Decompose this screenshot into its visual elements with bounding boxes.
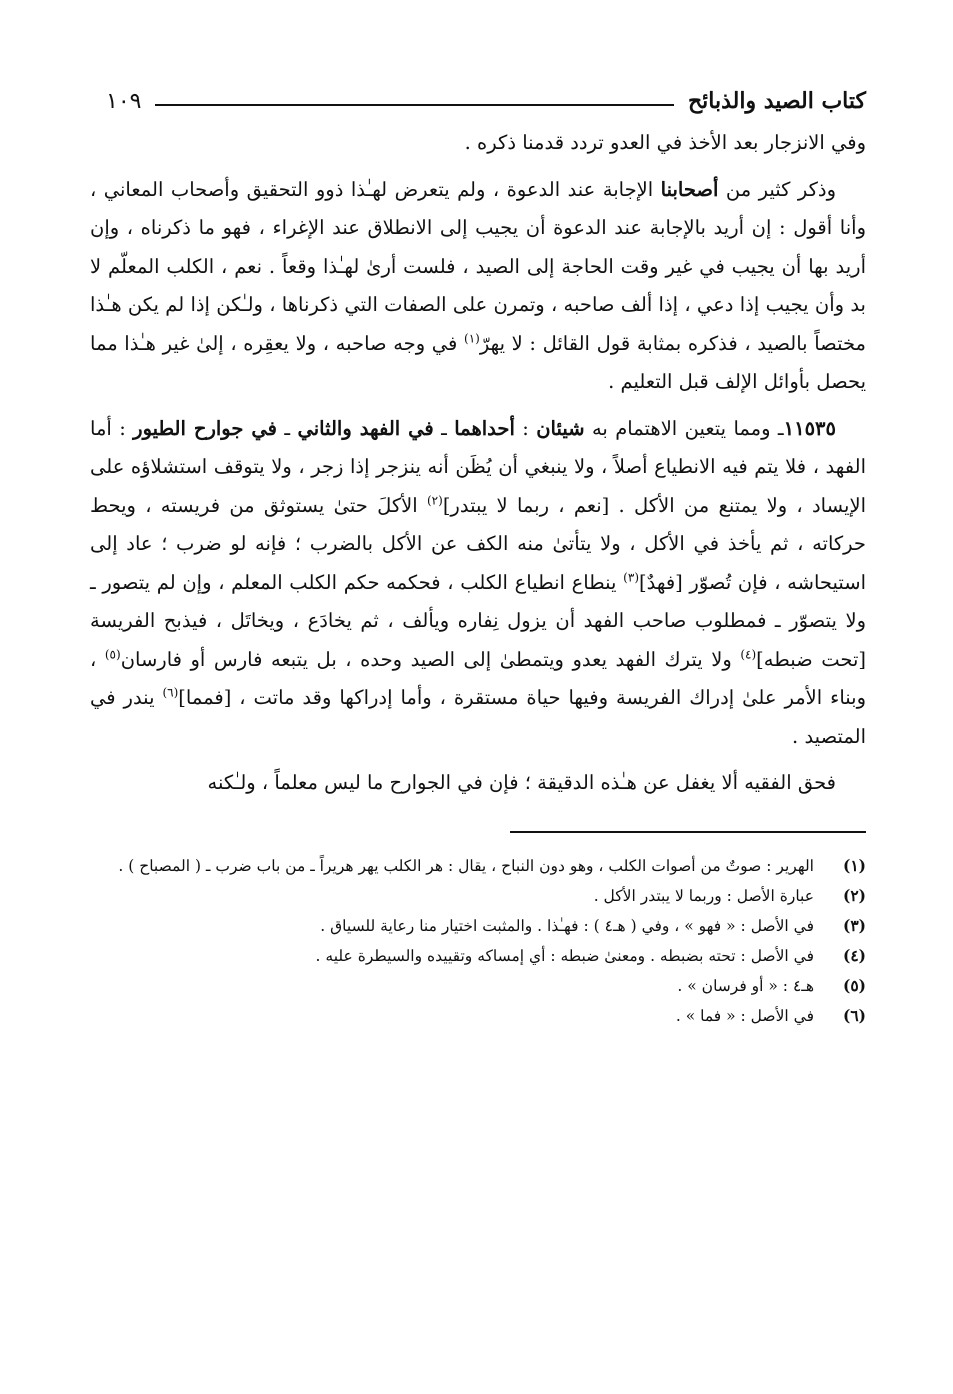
- running-head: [90, 78, 866, 124]
- book-page: [90, 78, 866, 1031]
- text-run: ينطاع انطياع الكلب ، فحكمه حكم الكلب المعلم ، وإن لم يتصور ـ ولا يتصوّر ـ فمطلوب صاحب الفهد أن يزول نِفاره ويألف ، ثم يخادَع ، ويخاتَل ، فيذبح الفريسة [تحت ضبطه]: [90, 570, 866, 671]
- footnote-reference: (٢): [426, 493, 443, 507]
- footnote-text: في الأصل : تحته بضبطه . ومعنىٰ ضبطه : أي إمساكه وتقييده والسيطرة عليه .: [315, 946, 814, 965]
- paragraph: [90, 764, 866, 803]
- header-rule: [155, 104, 673, 106]
- footnotes: [90, 851, 866, 1031]
- footnote-text: الهرير : صوتٌ من أصوات الكلب ، وهو دون النباح ، يقال : هر الكلب يهر هريراً ـ من باب ضرب ـ ( المصباح ) .: [118, 856, 814, 875]
- footnote-label: (٤): [842, 945, 866, 965]
- text-run: الأكلَ حتىٰ يستوثق من فريسته ، ويحط حركاته ، ثم يأخذ في الأكل ، ولا يتأتىٰ منه الكف عن الأكل بالضرب ؛ فإنه لو ضرب ؛ عاد إلى استيحاشه ، فإن تُصوّر [فهدٌ]: [90, 493, 867, 594]
- bold-term: شيئان: [536, 416, 585, 440]
- text-run: يندر في المتصيد .: [90, 686, 866, 748]
- footnote: [90, 911, 866, 941]
- footnote-label: (٦): [842, 1005, 866, 1025]
- text-run: ـ ومما يتعين الاهتمام به: [584, 416, 784, 440]
- paragraph: [90, 410, 866, 757]
- footnote-text: في الأصل : « فهو » ، وفي ( هـ٤ ) : فهـٰذا . والمثبت اختيار منا رعاية للسياق .: [320, 916, 814, 935]
- text-run: ـ: [276, 416, 298, 440]
- text-run: : أما الفهد ، فلا يتم فيه الانطياع أصلاً ، ولا ينبغي أن يُظَن أنه ينزجر إذا زجر ، ولا يتوقف استشلاؤه على الإيساد ، ولا يمتنع من الأكل . [نعم ، ربما لا يبتدر]: [90, 416, 866, 517]
- text-run: فحق الفقيه ألا يغفل عن هـٰذه الدقيقة ؛ فإن في الجوارح ما ليس معلماً ، ولـٰكنه: [207, 771, 836, 794]
- footnote-label: (٣): [842, 915, 866, 935]
- bold-term: في الفهد والثاني: [297, 416, 434, 440]
- footnote-reference: (٦): [162, 685, 179, 700]
- issue-number: ١١٥٣٥: [783, 416, 836, 440]
- text-run: الإجابة عند الدعوة ، ولم يتعرض لهـٰذا ذوو التحقيق وأصحاب المعاني ، وأنا أقول : إن أريد بالإجابة عند الدعوة أن يجيب إلى الانطلاق عند الإغراء ، فهو ما ذكرناه ، وإن أريد بها أن يجيب في غير وقت الحاجة إلى الصيد ، فلست أرىٰ لهـٰذا وقعاً . نعم ، الكلب المعلّم لا بد وأن يجيب إذا دعي ، إذا ألف صاحبه ، وتمرن على الصفات التي ذكرناها ، ولـٰكن إذا لم يكن هـٰذا مختصاً بالصيد ، فذكره بمثابة قول القائل : لا يهرّ: [90, 177, 867, 355]
- footnote-label: (١): [842, 855, 866, 875]
- footnote-text: عبارة الأصل : وربما لا يبتدر الأكل .: [593, 886, 814, 905]
- footnote: [90, 851, 866, 881]
- footnote-reference: (٤): [740, 647, 757, 661]
- footnote-label: (٥): [842, 975, 866, 995]
- footnote-separator: [510, 831, 866, 833]
- footnote-reference: (٣): [623, 570, 639, 584]
- footnote-reference: (٥): [104, 647, 121, 661]
- bold-term: في جوارح الطيور: [133, 416, 277, 440]
- text-run: ، وبناء الأمر علىٰ إدراك الفريسة وفيها حياة مستقرة ، وأما إدراكها وقد ماتت ، [فمما]: [90, 647, 866, 709]
- paragraph: [90, 171, 866, 402]
- main-text: [90, 124, 866, 803]
- text-run: :: [514, 416, 537, 440]
- footnote: [90, 1001, 866, 1031]
- text-run: ـ: [433, 416, 455, 440]
- footnote-text: هـ٤ : « أو فرسان » .: [677, 976, 814, 995]
- bold-term: أصحابنا: [660, 177, 719, 201]
- footnote-reference: (١): [464, 331, 480, 345]
- text-run: ولا يترك الفهد يعدو ويتمطىٰ إلى الصيد وحده ، بل يتبعه فارس أو فارسان: [120, 647, 741, 671]
- bold-term: أحداهما: [454, 416, 515, 440]
- text-run: في وجه صاحبه ، ولا يعقِره ، إلىٰ غير هـٰذا مما يحصل بأوائل الإلف قبل التعليم .: [90, 331, 866, 393]
- footnote-text: في الأصل : « فما » .: [675, 1006, 814, 1025]
- page-number: ١٠٩: [106, 88, 142, 114]
- footnote: [90, 881, 866, 911]
- text-run: وفي الانزجار بعد الأخذ في العدو تردد قدمنا ذكره .: [464, 131, 866, 154]
- footnote-label: (٢): [842, 885, 866, 905]
- footnote: [90, 941, 866, 971]
- footnote: [90, 971, 866, 1001]
- book-title: كتاب الصيد والذبائح: [687, 88, 866, 114]
- paragraph: [90, 124, 866, 163]
- text-run: وذكر كثير من: [718, 177, 836, 201]
